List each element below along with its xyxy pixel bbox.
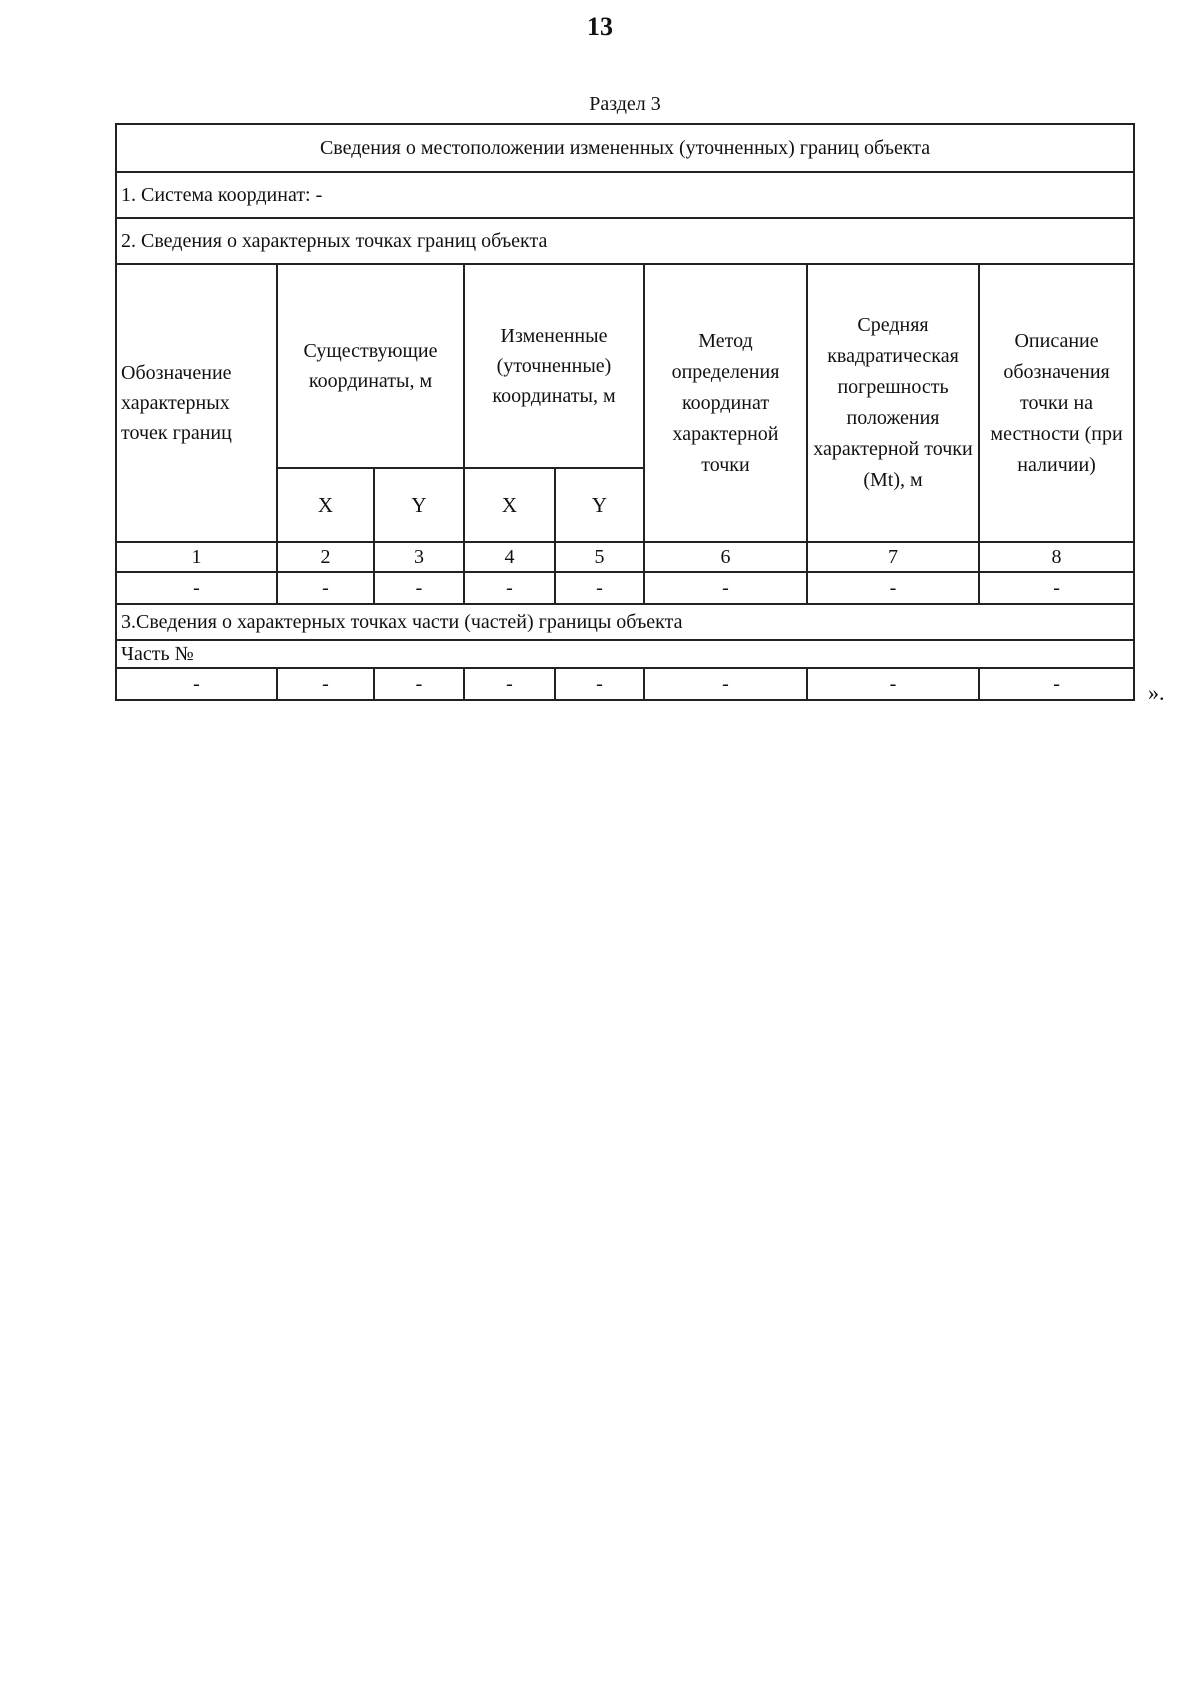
header-existing-coords: Существующие координаты, м	[277, 264, 464, 468]
header-x-existing: X	[277, 468, 374, 542]
table-title: Сведения о местоположении измененных (уточненных) границ объекта	[116, 124, 1134, 172]
table-cell: -	[644, 572, 807, 604]
table-cell: -	[555, 572, 644, 604]
column-number: 5	[555, 542, 644, 572]
column-number: 2	[277, 542, 374, 572]
header-y-existing: Y	[374, 468, 464, 542]
table-cell: -	[277, 668, 374, 700]
table-cell: -	[116, 572, 277, 604]
header-method: Метод определения координат характерной точки	[644, 264, 807, 542]
header-changed-coords: Измененные (уточненные) координаты, м	[464, 264, 644, 468]
column-number: 1	[116, 542, 277, 572]
table-cell: -	[979, 572, 1134, 604]
column-number: 7	[807, 542, 979, 572]
column-numbers-row	[116, 542, 1134, 572]
points-heading: 2. Сведения о характерных точках границ объекта	[116, 218, 1134, 264]
table-cell: -	[644, 668, 807, 700]
table-cell: -	[374, 668, 464, 700]
boundary-points-table	[115, 123, 1135, 701]
column-number: 6	[644, 542, 807, 572]
table-cell: -	[116, 668, 277, 700]
table-cell: -	[277, 572, 374, 604]
column-number: 4	[464, 542, 555, 572]
table-cell: -	[464, 668, 555, 700]
section-label: Раздел 3	[589, 93, 661, 115]
part-number-label: Часть №	[116, 640, 1134, 668]
table-cell: -	[807, 668, 979, 700]
table-cell: -	[807, 572, 979, 604]
table-row	[116, 572, 1134, 604]
column-number: 8	[979, 542, 1134, 572]
header-description: Описание обозначения точки на местности (при наличии)	[979, 264, 1134, 542]
header-y-changed: Y	[555, 468, 644, 542]
table-row	[116, 668, 1134, 700]
column-number: 3	[374, 542, 464, 572]
header-error: Средняя квадратическая погрешность положения характерной точки (Mt), м	[807, 264, 979, 542]
parts-heading: 3.Сведения о характерных точках части (частей) границы объекта	[116, 604, 1134, 640]
closing-quote-mark: ».	[1148, 680, 1165, 705]
coordinate-system: 1. Система координат: -	[116, 172, 1134, 218]
table-cell: -	[555, 668, 644, 700]
header-x-changed: X	[464, 468, 555, 542]
table-cell: -	[374, 572, 464, 604]
table-cell: -	[464, 572, 555, 604]
page-number: 13	[587, 12, 613, 41]
table-cell: -	[979, 668, 1134, 700]
header-designation: Обозначение характерных точек границ	[116, 264, 277, 542]
